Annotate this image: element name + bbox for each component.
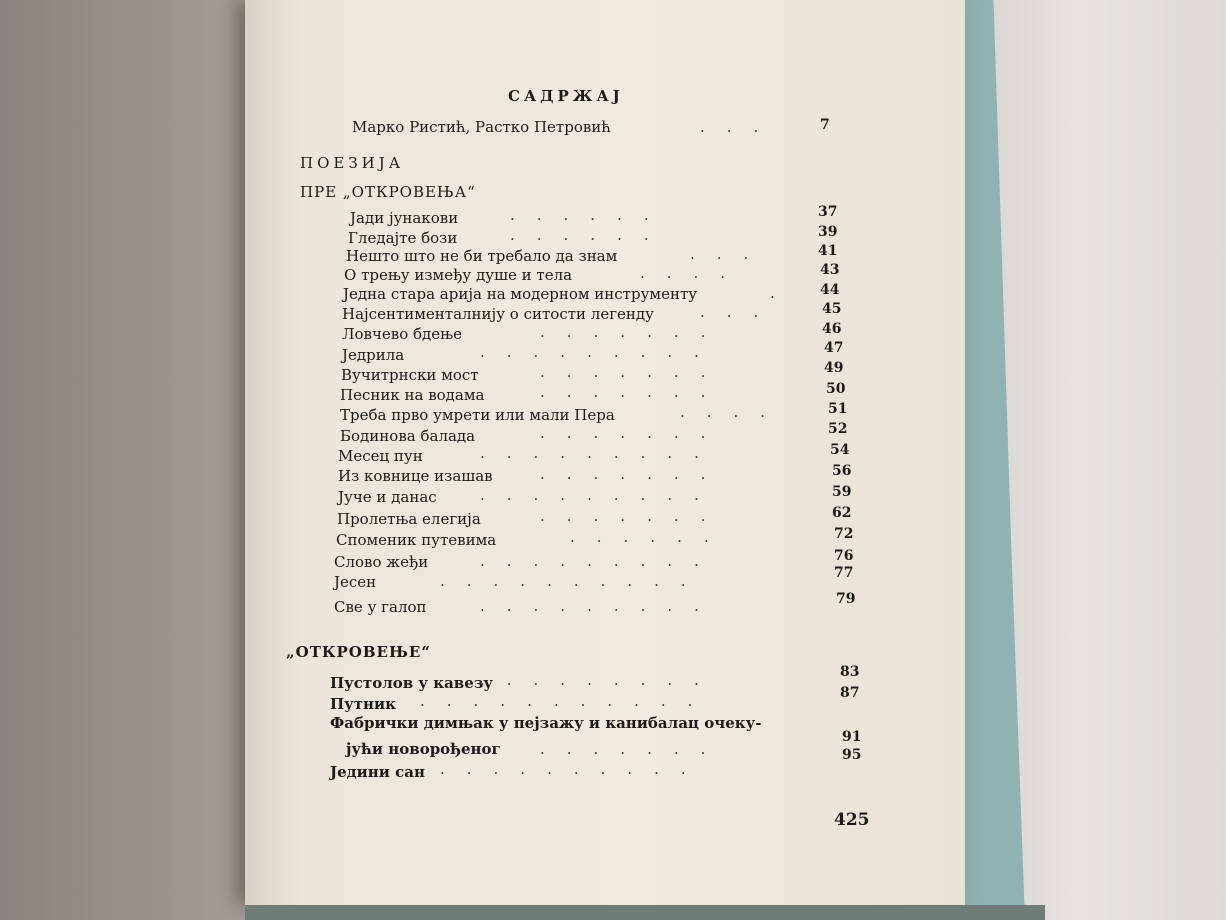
toc-entry-title: Једна стара арија на модерном инструменту	[343, 285, 698, 303]
toc-entry-page: 91	[842, 729, 862, 745]
toc-entry-page: 79	[836, 591, 856, 607]
subsection-heading-revelation: „ОТКРОВЕЊЕ“	[286, 643, 431, 661]
page-title: САДРЖАЈ	[508, 87, 624, 105]
toc-entry-page: 59	[832, 484, 852, 500]
intro-entry-title: Марко Ристић, Растко Петровић	[352, 118, 611, 136]
toc-entry-page: 44	[820, 282, 840, 298]
leader-dots: .......	[540, 740, 728, 758]
toc-entry-title: Из ковнице изашав	[338, 467, 493, 485]
toc-entry-title: Слово жеђи	[334, 553, 429, 571]
toc-entry-title: Ловчево бдење	[342, 325, 462, 343]
toc-entry-page: 52	[828, 421, 848, 437]
toc-entry-title: Споменик путевима	[336, 531, 497, 549]
toc-entry-title: јући новорођеног	[346, 740, 501, 758]
toc-entry-title: Пустолов у кавезу	[330, 674, 493, 692]
toc-entry-page: 47	[824, 340, 844, 356]
toc-entry-page: 41	[818, 243, 838, 259]
toc-entry-title: Једини сан	[330, 763, 425, 781]
toc-entry-page: 56	[832, 463, 852, 479]
toc-entry-page: 51	[828, 401, 848, 417]
leader-dots: ...........	[420, 692, 715, 710]
leader-dots: ..........	[440, 760, 708, 778]
toc-entry-title: Гледајте бози	[348, 229, 458, 247]
toc-entry-page: 43	[820, 262, 840, 278]
toc-entry-title: Путник	[330, 695, 396, 713]
toc-entry-page: 37	[818, 204, 838, 220]
toc-entry-title: Треба прво умрети или мали Пера	[340, 406, 615, 424]
toc-entry-title: Нешто што не би требало да знам	[346, 247, 618, 265]
intro-entry-page: 7	[820, 117, 830, 133]
toc-entry-title: Једрила	[342, 346, 405, 364]
toc-entry-title: Месец пун	[338, 447, 423, 465]
intro-leader: ...	[700, 118, 781, 136]
toc-entry-page: 87	[840, 685, 860, 701]
toc-entry-page: 76	[834, 548, 854, 564]
toc-entry-page: 49	[824, 360, 844, 376]
section-heading-poetry: ПОЕЗИЈА	[300, 154, 405, 172]
toc-entry-title: Најсентименталнију о ситости легенду	[342, 305, 654, 323]
toc-entry-title: Фабрички димњак у пејзажу и канибалац очеку-	[330, 714, 762, 732]
toc-entry-title: Бодинова балада	[340, 427, 476, 445]
leader-dots: .........	[480, 671, 721, 689]
toc-entry-page: 72	[834, 526, 854, 542]
toc-entry-page: 46	[822, 321, 842, 337]
toc-entry-page: 62	[832, 505, 852, 521]
page-number: 425	[834, 810, 870, 830]
toc-entry-title: Јуче и данас	[338, 488, 437, 506]
toc-entry-title: О трењу између душе и тела	[344, 266, 573, 284]
subsection-heading-before: ПРЕ „ОТКРОВЕЊА“	[300, 183, 476, 201]
toc-entry-page: 77	[834, 565, 854, 581]
toc-entry-title: Све у галоп	[334, 598, 427, 616]
toc-entry-page: 95	[842, 747, 862, 763]
book-bottom-edge	[245, 905, 1045, 920]
toc-entry-title: Песник на водама	[340, 386, 485, 404]
toc-entry-page: 39	[818, 224, 838, 240]
toc-entry-title: Вучитрнски мост	[341, 366, 479, 384]
toc-entry-page: 50	[826, 381, 846, 397]
toc-entry-title: Пролетња елегија	[337, 510, 481, 528]
toc-entry-title: Јади јунакови	[350, 209, 459, 227]
toc-entry-title: Јесен	[334, 573, 377, 591]
toc-entry-page: 45	[822, 301, 842, 317]
toc-entry-page: 54	[830, 442, 850, 458]
toc-entry-page: 83	[840, 664, 860, 680]
